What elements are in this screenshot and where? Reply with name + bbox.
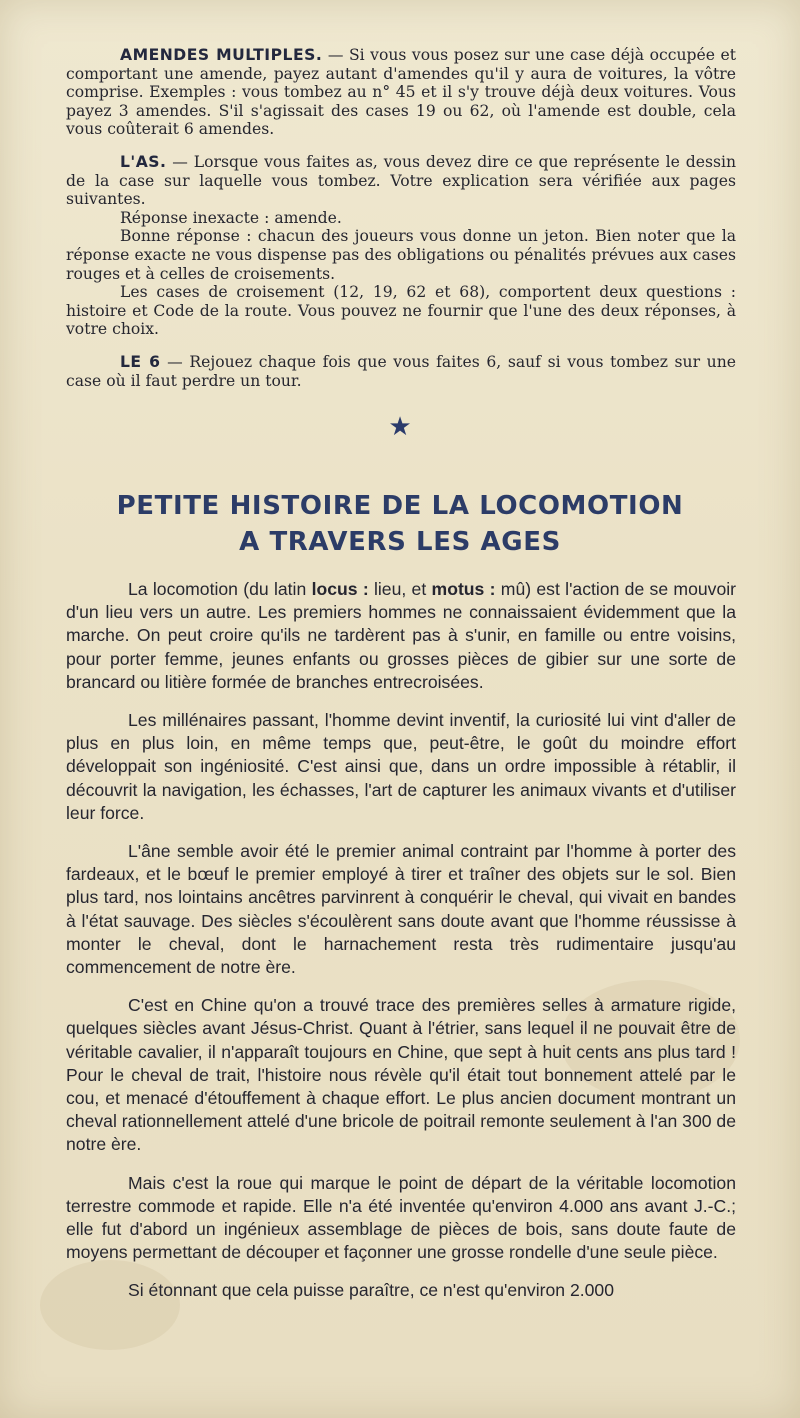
rule-amendes-multiples [66, 46, 736, 139]
history-section [66, 578, 736, 1318]
rule-text: — Lorsque vous faites as, vous devez dire ce que représente le dessin de la case sur laquelle vous tombez. Votre explication sera vérifiée aux pages suivantes. [66, 152, 736, 209]
rule-heading: LE 6 [120, 352, 161, 371]
rule-text: — Rejouez chaque fois que vous faites 6, sauf si vous tombez sur une case où il faut perdre un tour. [66, 352, 736, 390]
history-paragraph-5: Mais c'est la roue qui marque le point de départ de la véritable locomotion terrestre commode et rapide. Elle n'a été inventée qu'environ 4.000 ans avant J.-C.; elle fut d'abord un ingénieux assemblage de pièces de bois, sans doute faute de moyens permettant de découper et façonner une grosse rondelle d'une seule pièce. [66, 1172, 736, 1263]
rule-paragraph [66, 46, 736, 139]
text-run: lieu, et [368, 579, 432, 599]
history-paragraph-6: Si étonnant que cela puisse paraître, ce n'est qu'environ 2.000 [128, 1280, 614, 1301]
rule-heading: AMENDES MULTIPLES. [120, 46, 323, 64]
latin-term-motus: motus : [431, 579, 496, 599]
rule-paragraph: Bonne réponse : chacun des joueurs vous donne un jeton. Bien noter que la réponse exacte ne vous dispense pas des obligations ou pénalités prévues aux cases rouges et à celles de croisements. [66, 227, 736, 283]
star-divider: ★ [388, 412, 412, 442]
rule-paragraph: Les cases de croisement (12, 19, 62 et 68), comportent deux questions : histoire et Code de la route. Vous pouvez ne fournir que l'une des deux réponses, à votre choix. [66, 283, 736, 339]
rule-paragraph [66, 153, 736, 209]
rule-le-6 [66, 353, 736, 390]
game-rules-section [66, 46, 736, 404]
text-run: La locomotion (du latin [128, 579, 312, 599]
rule-paragraph: Réponse inexacte : amende. [120, 208, 342, 227]
history-paragraph-4: C'est en Chine qu'on a trouvé trace des premières selles à armature rigide, quelques siècles avant Jésus-Christ. Quant à l'étrier, sans lequel il ne pouvait être de véritable cavalier, il n'apparaît toujours en Chine, que sept à huit cents ans plus tard ! Pour le cheval de trait, l'histoire nous révèle qu'il était tout bonnement attelé par le cou, et menacé d'étouffement à chaque effort. Le plus ancien document montrant un cheval rationnellement attelé d'une bricole de poitrail remonte seulement à l'an 300 de notre ère. [66, 995, 736, 1155]
title-line-1: PETITE HISTOIRE DE LA LOCOMOTION [116, 491, 684, 521]
history-paragraph-2: Les millénaires passant, l'homme devint inventif, la curiosité lui vint d'aller de plus en plus loin, en même temps que, peut-être, le goût du moindre effort développait son ingéniosité. C'est ainsi que, dans un ordre impossible à rétablir, il découvrit la navigation, les échasses, l'art de capturer les animaux vivants et d'utiliser leur force. [66, 710, 736, 823]
title-line-2: A TRAVERS LES AGES [239, 527, 561, 557]
rule-heading: L'AS. [120, 152, 167, 171]
section-title [40, 488, 760, 560]
rule-text: — Si vous vous posez sur une case déjà occupée et comportant une amende, payez autant d'amendes qu'il y aura de voitures, la vôtre comprise. Exemples : vous tombez au n° 45 et il s'y trouve déjà deux voitures. Vous payez 3 amendes. S'il s'agissait des cases 19 ou 62, où l'amende est double, cela vous coûterait 6 amendes. [66, 46, 736, 139]
text-run: mû) est l'action de se mouvoir d'un lieu vers un autre. Les premiers hommes ne connaissaient évidemment que la marche. On peut croire qu'ils ne tardèrent pas à s'unir, en famille ou entre voisins, pour porter femme, jeunes enfants ou grosses pièces de gibier sur une sorte de brancard ou litière formée de branches entrecroisées. [66, 579, 737, 692]
history-paragraph-3: L'âne semble avoir été le premier animal contraint par l'homme à porter des fardeaux, et le bœuf le premier employé à tirer et traîner des objets sur le sol. Bien plus tard, nos lointains ancêtres parvinrent à conquérir le cheval, qui vivait en bandes à l'état sauvage. Des siècles s'écoulèrent sans doute avant que l'homme réussisse à monter le cheval, dont le harnachement resta très rudimentaire jusqu'au commencement de notre ère. [66, 841, 736, 978]
rule-as [66, 153, 736, 339]
rule-paragraph [66, 353, 736, 390]
latin-term-locus: locus : [311, 579, 369, 599]
history-paragraph-1 [66, 578, 736, 694]
